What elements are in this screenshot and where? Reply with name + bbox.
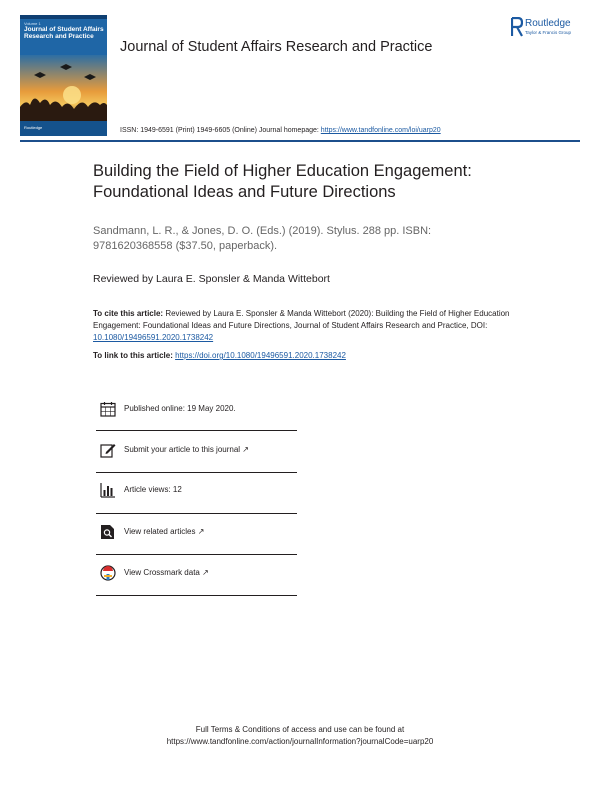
citation-block	[93, 308, 513, 344]
link-label: To link to this article:	[93, 351, 176, 360]
cover-top-band	[20, 15, 107, 19]
footer	[0, 724, 600, 748]
external-link-icon: ↗	[202, 568, 209, 577]
divider	[96, 430, 297, 431]
routledge-logo[interactable]	[511, 17, 589, 41]
cover-photo	[20, 55, 107, 121]
journal-homepage-link[interactable]: https://www.tandfonline.com/loi/uarp20	[320, 127, 441, 134]
header-divider	[20, 140, 580, 142]
footer-terms-text: Full Terms & Conditions of access and use can be found at	[195, 725, 405, 734]
published-text: Published online: 19 May 2020.	[124, 404, 236, 413]
related-articles-text: View related articles	[124, 527, 196, 536]
article-title: Building the Field of Higher Education Engagement: Foundational Ideas and Future Directions	[93, 162, 472, 201]
citation-text: Reviewed by Laura E. Sponsler & Manda Wittebort (2020): Building the Field of Higher Education Engagement: Foundational Ideas and Future Directions, Journal of Student Affairs Research and Practice, DOI:	[93, 309, 510, 330]
related-row[interactable]	[96, 524, 297, 562]
cover-title: Journal of Student Affairs Research and Practice	[24, 26, 104, 40]
submit-article-text: Submit your article to this journal	[124, 445, 241, 454]
related-articles-link[interactable]	[124, 524, 204, 540]
submit-row[interactable]	[96, 442, 297, 480]
article-views-text: Article views: 12	[124, 485, 182, 494]
divider	[96, 595, 297, 596]
submit-article-link[interactable]	[124, 442, 249, 458]
views-row	[96, 482, 297, 520]
citation-label: To cite this article:	[93, 309, 164, 318]
journal-title[interactable]: Journal of Student Affairs Research and Practice	[120, 39, 433, 55]
search-document-icon	[100, 524, 116, 540]
footer-terms-link[interactable]: https://www.tandfonline.com/action/journalInformation?journalCode=uarp20	[166, 737, 434, 746]
bar-chart-icon	[100, 482, 116, 498]
book-reference: Sandmann, L. R., & Jones, D. O. (Eds.) (2019). Stylus. 288 pp. ISBN: 9781620368558 ($37.50, paperback).	[93, 225, 432, 252]
cover-volume-text: Volume 1	[24, 21, 41, 26]
divider	[96, 513, 297, 514]
external-link-icon: ↗	[242, 445, 249, 454]
divider	[96, 472, 297, 473]
journal-cover-image	[20, 15, 107, 136]
cover-publisher-text: Routledge	[24, 125, 43, 130]
article-url-link[interactable]: https://doi.org/10.1080/19496591.2020.1738242	[175, 351, 346, 360]
calendar-icon	[100, 401, 116, 417]
link-line	[93, 351, 346, 360]
crossmark-text: View Crossmark data	[124, 568, 200, 577]
crossmark-icon	[100, 565, 116, 581]
publisher-name: Routledge	[525, 18, 571, 29]
routledge-r-icon	[511, 17, 523, 41]
edit-icon	[100, 442, 116, 458]
publisher-tagline: Taylor & Francis Group	[525, 30, 572, 35]
issn-line	[120, 127, 441, 134]
divider	[96, 554, 297, 555]
issn-text: ISSN: 1949-6591 (Print) 1949-6605 (Online) Journal homepage:	[120, 127, 321, 134]
external-link-icon: ↗	[197, 527, 205, 536]
reviewers-line: Reviewed by Laura E. Sponsler & Manda Wittebort	[93, 273, 330, 285]
crossmark-row[interactable]	[96, 565, 297, 603]
graduation-silhouette-icon	[20, 55, 107, 121]
crossmark-link[interactable]	[124, 565, 209, 581]
published-row	[96, 401, 297, 439]
doi-link[interactable]: 10.1080/19496591.2020.1738242	[93, 333, 214, 342]
